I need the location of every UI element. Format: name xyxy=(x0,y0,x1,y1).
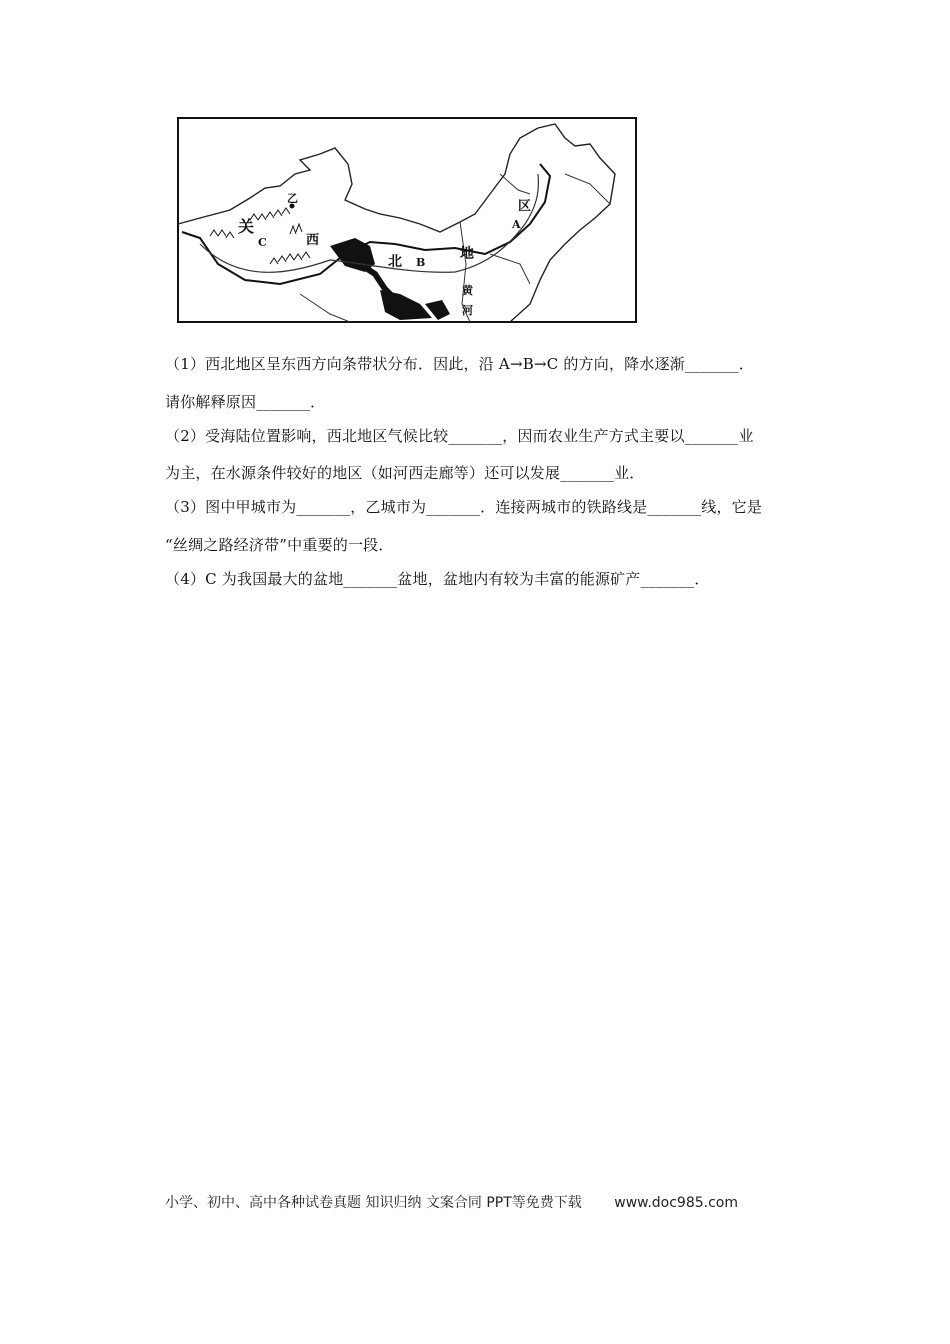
map-label-b: B xyxy=(416,256,426,269)
map-label-xi: 西 xyxy=(306,233,320,248)
map-label-bei: 北 xyxy=(388,254,402,270)
question-4-line-1: （4）C 为我国最大的盆地_______盆地，盆地内有较为丰富的能源矿产_______． xyxy=(165,570,710,588)
question-3-line-2: “丝绸之路经济带”中重要的一段． xyxy=(165,536,394,554)
footer-url[interactable]: www.doc985.com xyxy=(614,1195,738,1211)
question-2-line-1: （2）受海陆位置影响，西北地区气候比较_______，因而农业生产方式主要以_______业 xyxy=(165,427,754,445)
northwest-region-map xyxy=(170,114,640,326)
question-1-line-1: （1）西北地区呈东西方向条带状分布．因此，沿 A→B→C 的方向，降水逐渐_______． xyxy=(165,355,755,373)
map-label-a: A xyxy=(512,218,521,231)
map-label-guan: 关 xyxy=(238,217,255,236)
map-label-he: 河 xyxy=(462,304,473,317)
question-1-line-2: 请你解释原因_______． xyxy=(165,393,326,411)
map-label-huang: 黄 xyxy=(462,284,473,297)
map-label-qu: 区 xyxy=(518,199,532,214)
map-label-c: C xyxy=(258,236,267,249)
map-label-yi: 乙 xyxy=(287,192,298,205)
question-2-line-2: 为主，在水源条件较好的地区（如河西走廊等）还可以发展_______业． xyxy=(165,464,645,482)
question-3-line-1: （3）图中甲城市为_______，乙城市为_______．连接两城市的铁路线是_______线，它是 xyxy=(165,498,763,516)
footer-text: 小学、初中、高中各种试卷真题 知识归纳 文案合同 PPT等免费下载 xyxy=(165,1195,582,1211)
page-footer xyxy=(165,1192,738,1212)
map-label-di: 地 xyxy=(460,246,474,262)
